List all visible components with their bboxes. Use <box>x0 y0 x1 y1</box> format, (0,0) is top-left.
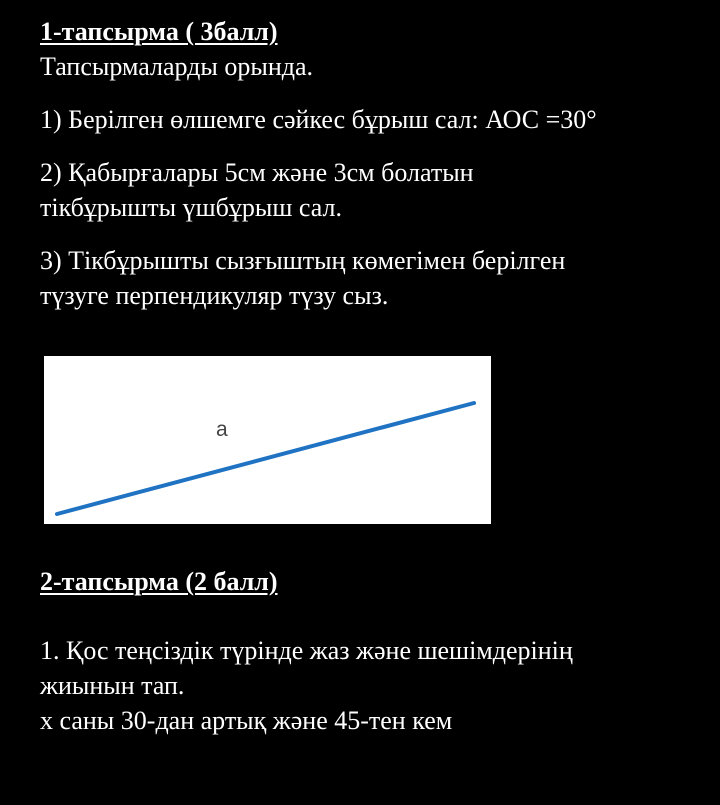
task1-instruction: Тапсырмаларды орында. <box>40 52 314 81</box>
line-figure-svg <box>44 356 491 524</box>
task2-section <box>40 633 573 738</box>
task1-item3-line2: түзуге перпендикуляр түзу сыз. <box>40 281 389 310</box>
task1-item2-line2: тікбұрышты үшбұрыш сал. <box>40 193 342 222</box>
task2-item1-line2: жиынын тап. <box>40 671 185 700</box>
task2-item1-line1: 1. Қос теңсіздік түрінде жаз және шешімдерінің <box>40 636 573 665</box>
task2-heading: 2-тапсырма (2 балл) <box>40 567 278 596</box>
line-a-label: a <box>216 418 228 441</box>
task2-item1-line3: х саны 30-дан артық және 45-тен кем <box>40 706 453 735</box>
task1-item3-line1: 3) Тікбұрышты сызғыштың көмегімен берілген <box>40 246 566 275</box>
task1-section <box>40 14 710 313</box>
spacer <box>40 225 710 243</box>
spacer <box>40 84 710 102</box>
line-figure <box>44 356 491 524</box>
line-a <box>57 403 474 514</box>
task1-heading: 1-тапсырма ( 3балл) <box>40 17 278 46</box>
task1-item1: 1) Берілген өлшемге сәйкес бұрыш сал: АОС =30° <box>40 105 597 134</box>
task1-item2-line1: 2) Қабырғалары 5см және 3см болатын <box>40 158 474 187</box>
spacer <box>40 137 710 155</box>
